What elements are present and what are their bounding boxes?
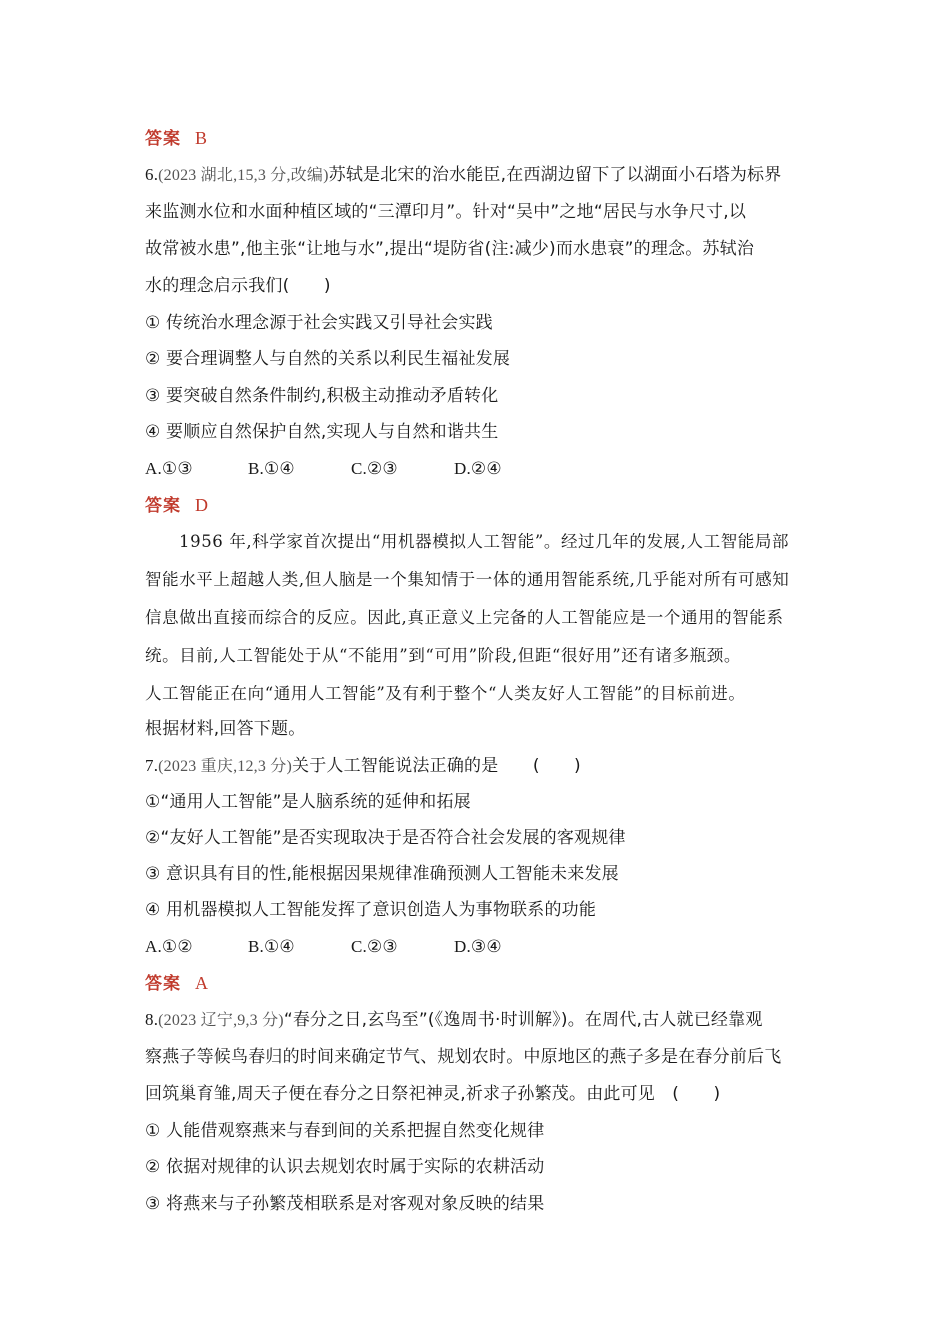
q8-stem-line-2: 察燕子等候鸟春归的时间来确定节气、规划农时。中原地区的燕子多是在春分前后飞 — [145, 1047, 782, 1067]
q8-number: 8. — [145, 1010, 159, 1029]
q7-options — [145, 935, 557, 959]
q8-item-2: ② 依据对规律的认识去规划农时属于实际的农耕活动 — [145, 1157, 545, 1177]
q6-stem-line-2: 来监测水位和水面种植区域的“三潭印月”。针对“吴中”之地“居民与水争尺寸,以 — [145, 202, 747, 222]
answer-q6 — [145, 493, 208, 518]
q6-option-c: C.②③ — [351, 459, 398, 478]
q6-source: (2023 湖北,15,3 分,改编) — [158, 167, 329, 184]
q6-option-b: B.①④ — [248, 459, 295, 478]
q7-item-4: ④ 用机器模拟人工智能发挥了意识创造人为事物联系的功能 — [145, 900, 597, 920]
q7-source: (2023 重庆,12,3 分) — [158, 758, 293, 775]
q8-stem-line-3: 回筑巢育雏,周天子便在春分之日祭祀神灵,祈求子孙繁茂。由此可见 ( ) — [145, 1084, 721, 1104]
q6-stem-line-3: 故常被水患”,他主张“让地与水”,提出“堤防省(注:减少)而水患衰”的理念。苏轼治 — [145, 239, 755, 259]
answer-q7 — [145, 971, 208, 996]
q6-stem-line-1 — [145, 163, 781, 188]
q8-source: (2023 辽宁,9,3 分) — [158, 1012, 284, 1029]
q7-option-c: C.②③ — [351, 937, 398, 956]
q6-option-a: A.①③ — [145, 459, 193, 478]
q7-item-3: ③ 意识具有目的性,能根据因果规律准确预测人工智能未来发展 — [145, 864, 619, 884]
q6-options — [145, 457, 557, 481]
answer-label: 答案 — [145, 129, 181, 149]
answer-label: 答案 — [145, 974, 181, 994]
q6-item-4: ④ 要顺应自然保护自然,实现人与自然和谐共生 — [145, 422, 499, 442]
q6-stem-text-1: 苏轼是北宋的治水能臣,在西湖边留下了以湖面小石塔为标界 — [328, 165, 782, 185]
passage-line-4: 统。目前,人工智能处于从“不能用”到“可用”阶段,但距“很好用”还有诸多瓶颈。 — [145, 646, 742, 665]
q7-option-b: B.①④ — [248, 937, 295, 956]
q7-option-d: D.③④ — [454, 937, 502, 956]
q7-stem-text: 关于人工智能说法正确的是 ( ) — [292, 756, 581, 776]
q6-item-3: ③ 要突破自然条件制约,积极主动推动矛盾转化 — [145, 386, 499, 406]
passage-line-5: 人工智能正在向“通用人工智能”及有利于整个“人类友好人工智能”的目标前进。 — [145, 684, 746, 703]
passage-line-3: 信息做出直接而综合的反应。因此,真正意义上完备的人工智能应是一个通用的智能系 — [145, 608, 784, 627]
answer-value: B — [195, 128, 208, 148]
q6-number: 6. — [145, 165, 159, 184]
q7-stem — [145, 754, 581, 779]
q7-option-a: A.①② — [145, 937, 193, 956]
passage-line-2: 智能水平上超越人类,但人脑是一个集知情于一体的通用智能系统,几乎能对所有可感知 — [145, 570, 790, 589]
q6-stem-line-4: 水的理念启示我们( ) — [145, 276, 331, 296]
answer-value: A — [195, 973, 209, 993]
answer-value: D — [195, 495, 209, 515]
q6-option-d: D.②④ — [454, 459, 502, 478]
q7-item-2: ②“友好人工智能”是否实现取决于是否符合社会发展的客观规律 — [145, 828, 626, 848]
passage-line-1: 1956 年,科学家首次提出“用机器模拟人工智能”。经过几年的发展,人工智能局部 — [179, 532, 790, 551]
passage-instruction: 根据材料,回答下题。 — [145, 719, 306, 739]
q6-item-2: ② 要合理调整人与自然的关系以利民生福祉发展 — [145, 349, 511, 369]
q6-item-1: ① 传统治水理念源于社会实践又引导社会实践 — [145, 313, 493, 333]
answer-q5 — [145, 126, 207, 151]
answer-label: 答案 — [145, 496, 181, 516]
q8-item-1: ① 人能借观察燕来与春到间的关系把握自然变化规律 — [145, 1121, 545, 1141]
q8-item-3: ③ 将燕来与子孙繁茂相联系是对客观对象反映的结果 — [145, 1194, 545, 1214]
q7-item-1: ①“通用人工智能”是人脑系统的延伸和拓展 — [145, 792, 471, 812]
q8-stem-text-1: “春分之日,玄鸟至”(《逸周书·时训解》)。在周代,古人就已经靠观 — [283, 1010, 763, 1030]
q7-number: 7. — [145, 756, 159, 775]
q8-stem-line-1 — [145, 1008, 763, 1033]
